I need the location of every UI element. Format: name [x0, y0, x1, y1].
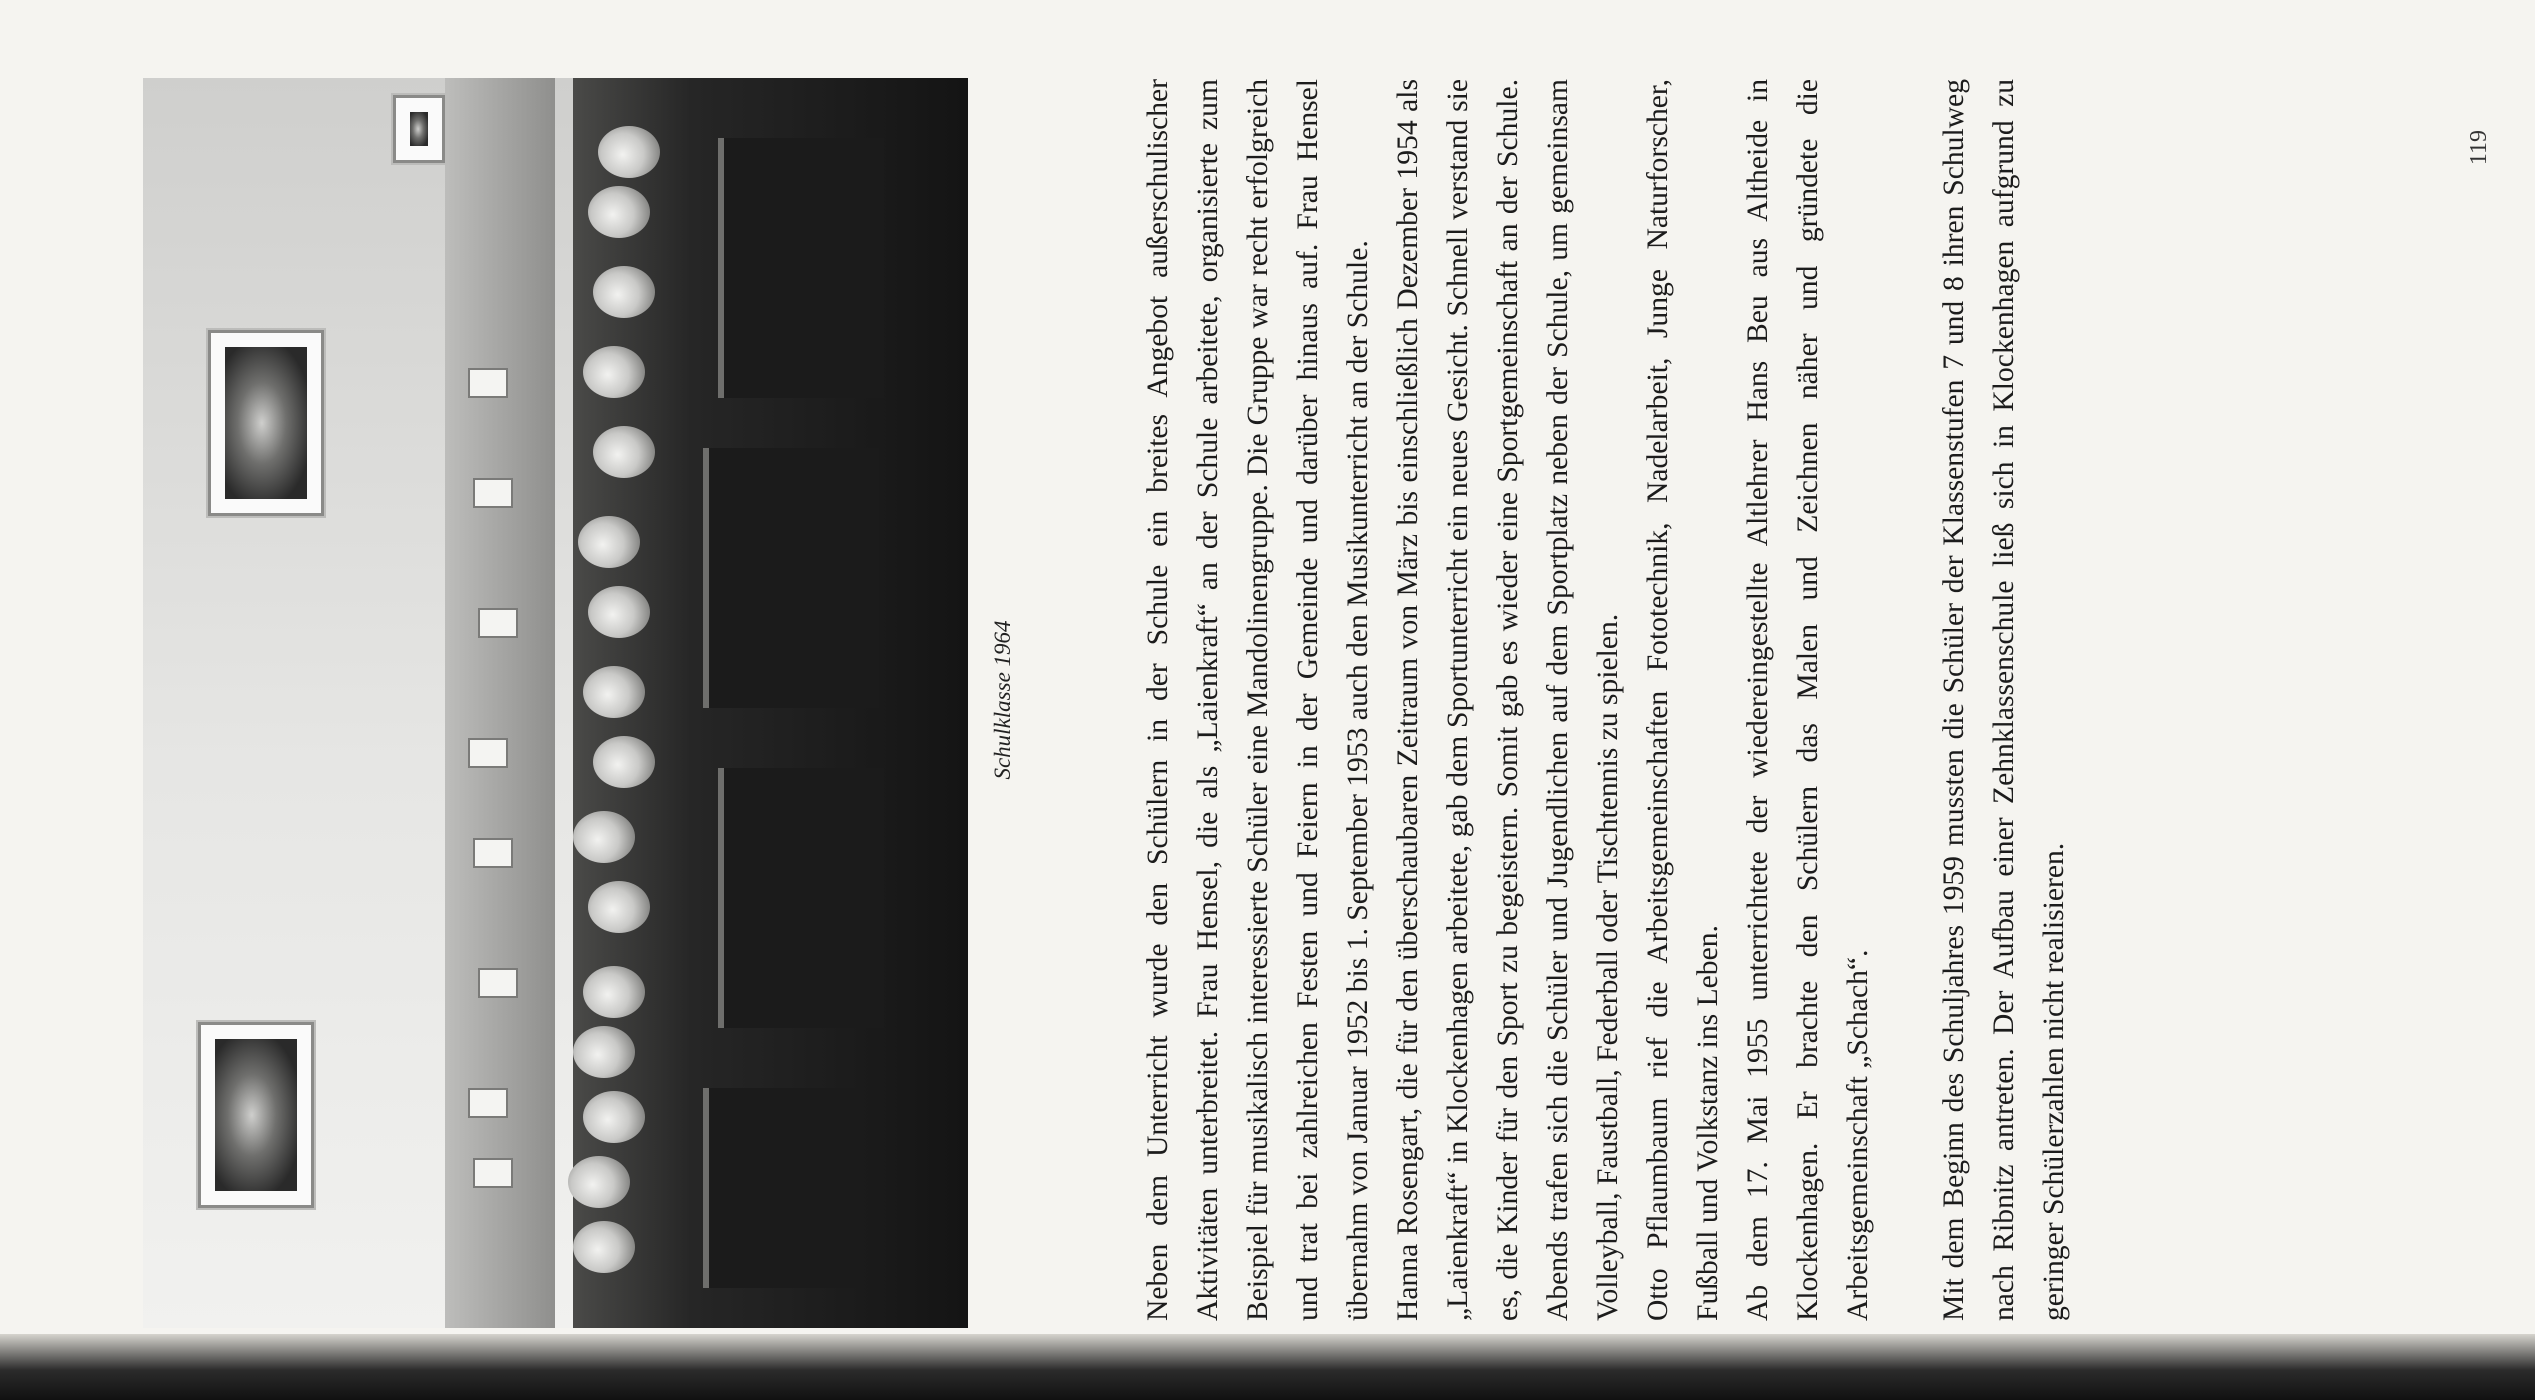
page-number: 119 [2466, 130, 2492, 166]
body-text [1133, 79, 2079, 1321]
portrait-frame-right [208, 330, 324, 516]
portrait-frame-left [198, 1022, 314, 1208]
paragraph: Neben dem Unterricht wurde den Schülern in der Schule ein breites Angebot außerschulischer Aktivitäten unterbreitet. Frau Hensel, die als „Laienkraft“ an der Schule arbeitete, organisierte zum Beispiel für musikalisch interessierte Schüler eine Mandolinengruppe. Die Gruppe war recht erfolgreich und trat bei zahlreichen Festen und Feiern in der Gemeinde und darüber hinaus auf. Frau Hensel übernahm von Januar 1952 bis 1. September 1953 auch den Musikunterricht an der Schule. [1142, 79, 1374, 1321]
paragraph: Hanna Rosengart, die für den überschaubaren Zeitraum von März bis einschließlich Dezember 1954 als „Laienkraft“ in Klockenhagen arbeitete, gab dem Sportunterricht ein neues Gesicht. Schnell verstand sie es, die Kinder für den Sport zu begeistern. Somit gab es wieder eine Sportgemeinschaft an der Schule. Abends trafen sich die Schüler und Jugendlichen auf dem Sportplatz neben der Schule, um gemeinsam Volleyball, Faustball, Federball oder Tischtennis zu spielen. [1392, 79, 1624, 1321]
paragraph: Mit dem Beginn des Schuljahres 1959 mussten die Schüler der Klassenstufen 7 und 8 ihren Schulweg nach Ribnitz antreten. Der Aufbau einer Zehnklassenschule ließ sich in Klockenhagen aufgrund zu geringer Schülerzahlen nicht realisieren. [1938, 79, 2070, 1321]
photo-caption: Schulklasse 1964 [990, 620, 1015, 780]
small-picture-frame [393, 95, 445, 163]
photo-drawings-band [445, 78, 555, 1328]
class-photo [143, 78, 968, 1328]
paragraph: Otto Pflaumbaum rief die Arbeitsgemeinschaften Fototechnik, Nadelarbeit, Junge Naturforscher, Fußball und Volkstanz ins Leben. [1642, 79, 1724, 1321]
paragraph: Ab dem 17. Mai 1955 unterrichtete der wiedereingestellte Altlehrer Hans Beu aus Altheide in Klockenhagen. Er brachte den Schülern das Malen und Zeichnen näher und gründete die Arbeitsgemeinschaft „Schach“. [1742, 79, 1874, 1321]
